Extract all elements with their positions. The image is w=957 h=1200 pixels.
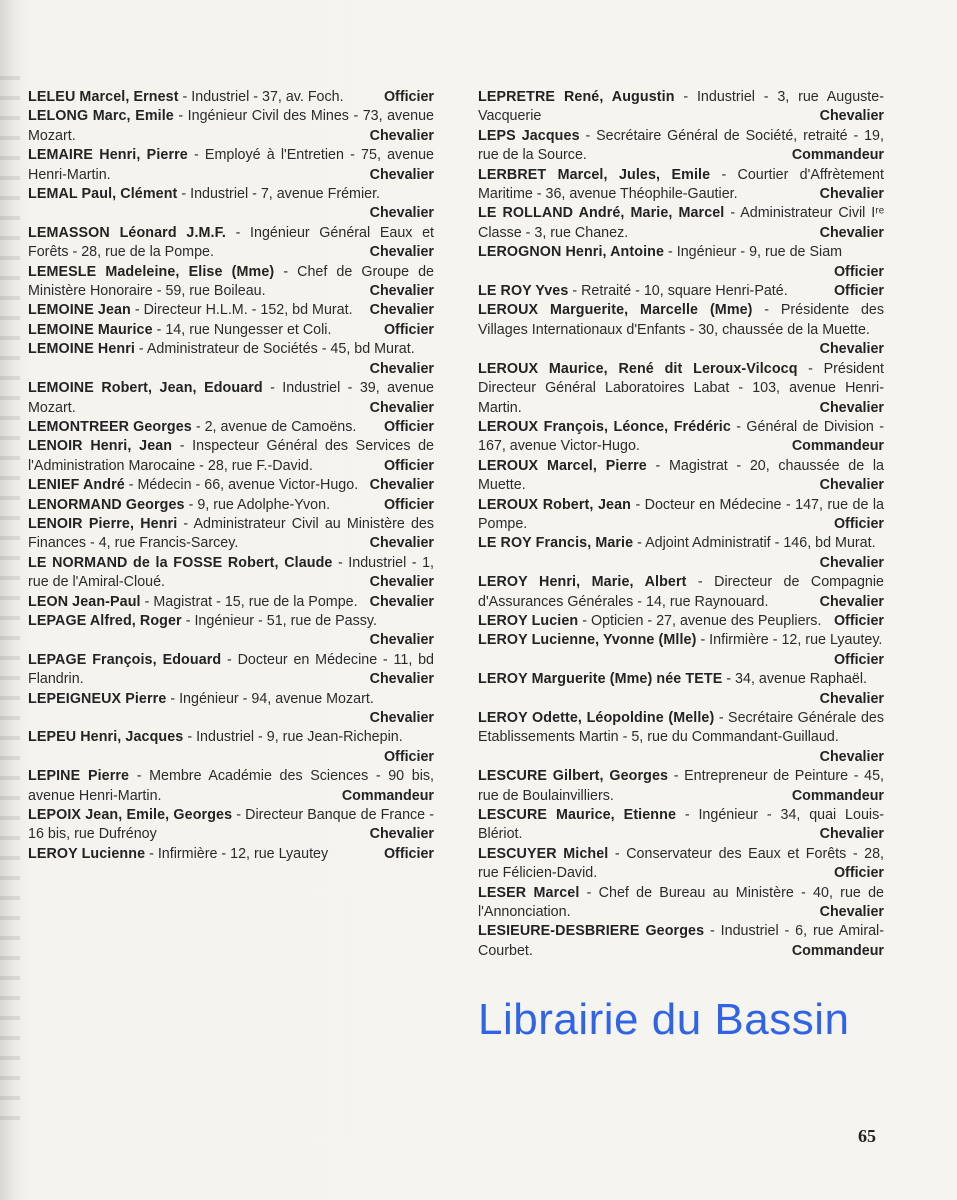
entry-description: - Industriel - 7, avenue Frémier. <box>177 186 381 203</box>
entry-rank: Chevalier <box>369 632 434 649</box>
entry-rank: Commandeur <box>791 147 884 164</box>
entry-rank: Chevalier <box>819 826 884 843</box>
entry-description: - Secrétaire Général de Société, retraité - 19, rue de la Source. <box>478 127 884 164</box>
entry-rank: Commandeur <box>791 787 884 804</box>
entry-description: - Général de Division - 167, avenue Victor-Hugo. <box>478 418 884 455</box>
entry-rank: Chevalier <box>369 283 434 300</box>
page-binding-edge <box>0 60 20 1120</box>
entry-rank: Officier <box>383 418 434 435</box>
entry-name: LESCURE Gilbert, Georges <box>478 768 669 785</box>
entry <box>28 728 434 767</box>
entry-name: LEMOINE Henri <box>28 341 135 358</box>
entry <box>478 282 884 301</box>
entry-name: LEROY Odette, Léopoldine (Melle) <box>478 710 715 726</box>
entry-rank: Chevalier <box>819 690 884 707</box>
entry <box>28 690 434 729</box>
entry-description: - Magistrat - 15, rue de la Pompe. <box>140 593 358 610</box>
entry-name: LEROY Lucienne, Yvonne (Mlle) <box>478 632 697 649</box>
entry <box>28 418 434 437</box>
entry-rank: Chevalier <box>369 826 434 843</box>
entry-description: - Industriel - 37, av. Foch. <box>178 89 344 105</box>
entry <box>28 301 434 320</box>
entry-description: - Secrétaire Générale des Etablissements Martin - 5, rue du Commandant-Guillaud. <box>478 710 884 746</box>
entry-description: - Directeur H.L.M. - 152, bd Murat. <box>130 302 353 319</box>
entry <box>478 360 884 418</box>
entry <box>478 573 884 612</box>
entry-name: LEPEIGNEUX Pierre <box>28 690 167 707</box>
right-column <box>478 88 884 961</box>
entry-name: LELEU Marcel, Ernest <box>28 89 179 105</box>
entry <box>478 301 884 359</box>
entry-name: LESER Marcel <box>478 884 580 901</box>
entry-description: - Directeur Banque de France - 16 bis, rue Dufrénoy <box>28 807 434 843</box>
entry-name: LEON Jean-Paul <box>28 593 141 610</box>
entry <box>478 127 884 166</box>
entry-description: - Ingénieur Général Eaux et Forêts - 28, rue de la Pompe. <box>28 224 434 261</box>
entry-description: - Industriel - 9, rue Jean-Richepin. <box>183 729 403 746</box>
entry-description: - 14, rue Nungesser et Coli. <box>152 321 332 338</box>
entry-name: LEROY Marguerite (Mme) née TETE <box>478 671 723 688</box>
entry-name: LESCUYER Michel <box>478 845 609 862</box>
entry-rank: Chevalier <box>369 574 434 591</box>
entry-rank: Chevalier <box>819 399 884 416</box>
entry-name: LEPAGE François, Edouard <box>28 651 222 668</box>
entry-rank: Officier <box>383 89 434 105</box>
entry-description: - Industriel - 1, rue de l'Amiral-Cloué. <box>28 554 434 591</box>
entry <box>28 612 434 651</box>
entry-description: - Infirmière - 12, rue Lyautey <box>145 845 329 862</box>
entry-rank: Officier <box>383 321 434 338</box>
entry <box>28 476 434 495</box>
entry-description: - Inspecteur Général des Services de l'Administration Marocaine - 28, rue F.-David. <box>28 438 435 474</box>
entry-name: LEMOINE Robert, Jean, Edouard <box>28 380 263 397</box>
entry <box>28 185 434 224</box>
entry-rank: Commandeur <box>791 942 884 959</box>
entry <box>478 204 884 243</box>
entry <box>28 146 434 185</box>
entry <box>478 612 884 631</box>
entry-name: LERBRET Marcel, Jules, Emile <box>478 166 711 183</box>
entry-rank: Chevalier <box>369 244 434 261</box>
entry-description: - Ingénieur - 94, avenue Mozart. <box>166 690 374 707</box>
entry-name: LE ROLLAND André, Marie, Marcel <box>478 205 725 222</box>
entry-description: - Docteur en Médecine - 147, rue de la Pompe. <box>478 496 885 532</box>
entry-name: LEPAGE Alfred, Roger <box>28 612 182 629</box>
entry <box>28 806 434 845</box>
entry <box>28 593 434 612</box>
entry-description: - Chef de Bureau au Ministère - 40, rue de l'Annonciation. <box>478 884 884 921</box>
entry-name: LEPOIX Jean, Emile, Georges <box>28 807 233 824</box>
watermark: Librairie du Bassin <box>478 995 850 1044</box>
entry-description: - Ingénieur Civil des Mines - 73, avenue Mozart. <box>28 108 434 144</box>
entry <box>478 88 884 127</box>
entry-rank: Officier <box>383 748 434 765</box>
entry <box>478 845 884 884</box>
entry-name: LEPS Jacques <box>478 127 580 144</box>
entry-rank: Chevalier <box>369 399 434 416</box>
entry <box>28 437 434 476</box>
entry-name: LENOIR Pierre, Henri <box>28 515 178 532</box>
entry-description: - Docteur en Médecine - 11, bd Flandrin. <box>28 651 434 688</box>
entry <box>478 767 884 806</box>
entry-name: LE ROY Yves <box>478 283 569 300</box>
entry-name: LEROUX François, Léonce, Frédéric <box>478 418 731 435</box>
entry-description: - Membre Académie des Sciences - 90 bis, avenue Henri-Martin. <box>28 768 434 804</box>
entry-description: - Infirmière - 12, rue Lyautey. <box>696 632 883 649</box>
entry-description: - Employé à l'Entretien - 75, avenue Henri-Martin. <box>28 147 434 183</box>
entry <box>478 534 884 573</box>
entry-rank: Chevalier <box>369 535 434 552</box>
entry-name: LESCURE Maurice, Etienne <box>478 807 677 824</box>
entry-description: - Ingénieur - 34, quai Louis-Blériot. <box>478 807 884 843</box>
entry-rank: Officier <box>383 496 434 513</box>
entry-name: LEMAIRE Henri, Pierre <box>28 147 188 164</box>
entry-name: LEROY Lucienne <box>28 845 146 862</box>
entry <box>28 496 434 515</box>
entry <box>28 340 434 379</box>
entry-name: LEROY Henri, Marie, Albert <box>478 574 687 591</box>
entry <box>28 554 434 593</box>
entry <box>28 845 434 864</box>
entry-name: LEPRETRE René, Augustin <box>478 89 675 105</box>
entry-rank: Chevalier <box>819 554 884 571</box>
entry-description: - Industriel - 3, rue Auguste-Vacquerie <box>478 89 884 125</box>
entry-rank: Chevalier <box>819 593 884 610</box>
entry-rank: Chevalier <box>819 748 884 765</box>
entry-rank: Chevalier <box>819 108 884 125</box>
entry-rank: Chevalier <box>369 360 434 377</box>
entry-rank: Officier <box>833 515 884 532</box>
entry-name: LENOIR Henri, Jean <box>28 438 173 455</box>
entry-rank: Chevalier <box>369 593 434 610</box>
entry-description: - Opticien - 27, avenue des Peupliers. <box>578 612 822 629</box>
entry-description: - Présidente des Villages Internationaux d'Enfants - 30, chaussée de la Muette. <box>478 302 884 338</box>
entry-description: - Magistrat - 20, chaussée de la Muette. <box>478 457 884 494</box>
entry-rank: Chevalier <box>819 904 884 921</box>
entry-description: - Industriel - 39, avenue Mozart. <box>28 380 434 416</box>
entry-rank: Chevalier <box>369 710 434 726</box>
entry <box>28 321 434 340</box>
entry-name: LEROUX Maurice, René dit Leroux-Vilcocq <box>478 360 798 377</box>
entry-rank: Officier <box>383 457 434 474</box>
entry-name: LENORMAND Georges <box>28 496 185 513</box>
entry <box>28 515 434 554</box>
entry-rank: Officier <box>833 263 884 280</box>
page-number: 65 <box>858 1126 876 1146</box>
entry <box>28 224 434 263</box>
entry-rank: Chevalier <box>819 186 884 203</box>
entry <box>478 884 884 923</box>
entry-name: LEMAL Paul, Clément <box>28 186 178 203</box>
entry-rank: Chevalier <box>369 166 434 183</box>
entry-name: LEPEU Henri, Jacques <box>28 729 184 746</box>
entry-rank: Chevalier <box>819 341 884 358</box>
entry-rank: Chevalier <box>369 127 434 144</box>
entry-description: - Adjoint Administratif - 146, bd Murat. <box>633 535 876 552</box>
entry-name: LEMESLE Madeleine, Elise (Mme) <box>28 263 275 280</box>
entry <box>28 651 434 690</box>
entry-description: - Chef de Groupe de Ministère Honoraire - 59, rue Boileau. <box>28 263 434 300</box>
entry-name: LEPINE Pierre <box>28 768 130 785</box>
entry-rank: Commandeur <box>341 787 434 804</box>
entry <box>478 670 884 709</box>
entry-name: LE ROY Francis, Marie <box>478 535 634 552</box>
entry-description: - Ingénieur - 51, rue de Passy. <box>181 612 377 629</box>
entry-description: - Industriel - 6, rue Amiral-Courbet. <box>478 923 884 959</box>
entry-description: - Courtier d'Affrètement Maritime - 36, avenue Théophile-Gautier. <box>478 166 884 203</box>
entry <box>478 922 884 961</box>
entry-description: - Conservateur des Eaux et Forêts - 28, rue Félicien-David. <box>478 845 885 882</box>
entry-description: - Retraité - 10, square Henri-Paté. <box>568 283 788 300</box>
entry <box>28 263 434 302</box>
entry-name: LEROY Lucien <box>478 612 579 629</box>
entry-name: LEMOINE Jean <box>28 302 131 319</box>
entry-name: LEROUX Marguerite, Marcelle (Mme) <box>478 302 753 319</box>
entry <box>478 496 884 535</box>
entry-rank: Chevalier <box>369 302 434 319</box>
entry <box>478 457 884 496</box>
entry-description: - Entrepreneur de Peinture - 45, rue de Boulainvilliers. <box>478 768 884 804</box>
entry-name: LEMASSON Léonard J.M.F. <box>28 224 226 241</box>
entry-rank: Officier <box>833 651 884 668</box>
entry-description: - Administrateur Civil au Ministère des Finances - 4, rue Francis-Sarcey. <box>28 515 434 552</box>
entry <box>478 709 884 767</box>
entry-description: - Administrateur Civil Iʳᵉ Classe - 3, rue Chanez. <box>478 205 885 241</box>
entry <box>28 767 434 806</box>
entry-name: LEROUX Marcel, Pierre <box>478 457 647 474</box>
entry <box>28 107 434 146</box>
entry <box>478 243 884 282</box>
entry-name: LEROUX Robert, Jean <box>478 496 631 513</box>
entry-rank: Commandeur <box>791 438 884 455</box>
entry-rank: Chevalier <box>819 224 884 241</box>
entry-rank: Officier <box>833 283 884 300</box>
entry-description: - Administrateur de Sociétés - 45, bd Murat. <box>134 341 415 358</box>
entry-description: - 34, avenue Raphaël. <box>722 671 868 688</box>
entry-description: - 9, rue Adolphe-Yvon. <box>184 496 331 513</box>
entry-rank: Chevalier <box>819 477 884 494</box>
entry <box>478 631 884 670</box>
entry <box>478 806 884 845</box>
entry-description: - Médecin - 66, avenue Victor-Hugo. <box>124 477 359 494</box>
entry-description: - 2, avenue de Camoëns. <box>191 418 357 435</box>
entry-name: LESIEURE-DESBRIERE Georges <box>478 923 705 940</box>
entry-rank: Officier <box>833 865 884 882</box>
entry-name: LEROGNON Henri, Antoine <box>478 244 665 261</box>
entry-name: LENIEF André <box>28 477 125 494</box>
entry-name: LEMOINE Maurice <box>28 321 153 338</box>
entry <box>28 88 434 107</box>
entry-description: - Directeur de Compagnie d'Assurances Générales - 14, rue Raynouard. <box>478 574 884 610</box>
entry-rank: Chevalier <box>369 477 434 494</box>
entry-name: LE NORMAND de la FOSSE Robert, Claude <box>28 554 333 571</box>
entry-description: - Président Directeur Général Laboratoires Labat - 103, avenue Henri-Martin. <box>478 360 884 416</box>
entry-rank: Chevalier <box>369 671 434 688</box>
entry-rank: Officier <box>383 845 434 862</box>
entry-name: LELONG Marc, Emile <box>28 108 174 125</box>
left-column <box>28 88 434 864</box>
entry <box>478 166 884 205</box>
entry-description: - Ingénieur - 9, rue de Siam <box>664 244 843 261</box>
entry <box>478 418 884 457</box>
entry-rank: Chevalier <box>369 205 434 222</box>
entry-name: LEMONTREER Georges <box>28 418 192 435</box>
entry <box>28 379 434 418</box>
entry-rank: Officier <box>833 612 884 629</box>
